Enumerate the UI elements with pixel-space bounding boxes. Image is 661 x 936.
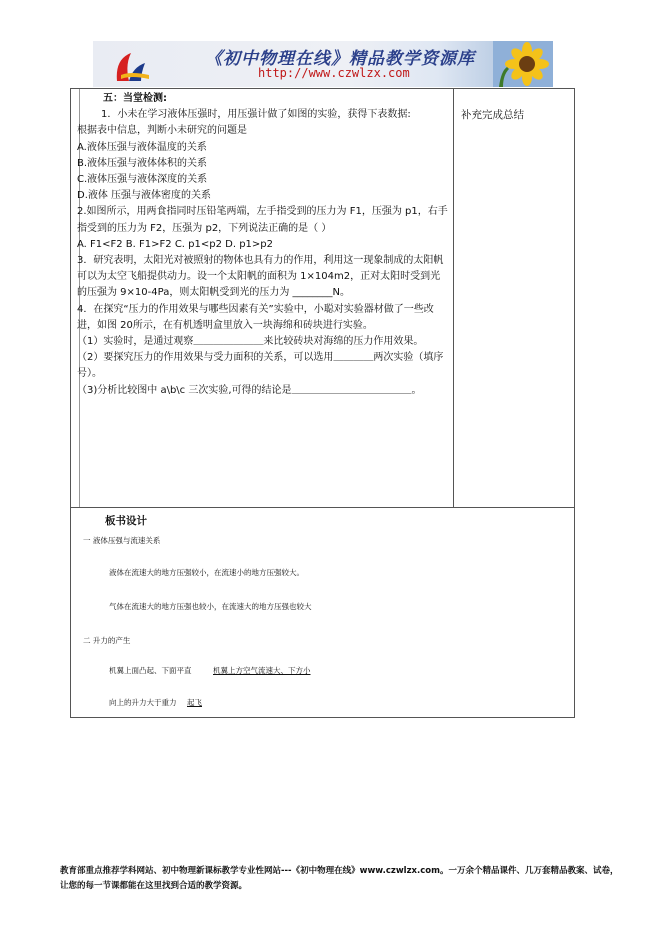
board-item-4: 二 升力的产生 <box>83 636 131 645</box>
question-4: 4．在探究“压力的作用效果与哪些因素有关”实验中，小聪对实验器材做了一些改进，如图 20所示，在有机透明盒里放入一块海绵和砖块进行实验。 <box>77 303 434 331</box>
sunflower-icon <box>493 41 553 87</box>
lesson-table <box>70 88 575 718</box>
question-3: 3．研究表明，太阳光对被照射的物体也具有力的作用，利用这一现象制成的太阳帆可以为太空飞船提供动力。设一个太阳帆的面积为 1×104m2，正对太阳时受到光的压强为 9×10-4Pa，则太阳帆受到光的压力为 ________N。 <box>77 255 444 299</box>
board-item-5: 机翼上面凸起、下面平直 <box>109 666 192 675</box>
page-footer: 教育部重点推荐学科网站、初中物理新课标教学专业性网站---《初中物理在线》www.czwlzx.com。一万余个精品课件、几万套精品教案、试卷，让您的每一节课都能在这里找到合适的教学资源。 <box>60 866 619 891</box>
board-title: 板书设计 <box>105 515 147 527</box>
option-b: B.液体压强与液体体积的关系 <box>77 157 208 169</box>
board-item-2: 液体在流速大的地方压强较小，在流速小的地方压强较大。 <box>109 568 304 577</box>
site-url[interactable]: http://www.czwlzx.com <box>258 66 410 80</box>
board-item-6: 机翼上方空气流速大、下方小 <box>213 666 311 675</box>
site-logo-icon <box>111 45 155 85</box>
section-heading: 五：当堂检测: <box>103 93 167 104</box>
site-title: 《初中物理在线》精品教学资源库 <box>205 49 475 69</box>
option-d: D.液体 压强与液体密度的关系 <box>77 190 212 202</box>
assessment-cell <box>77 91 449 399</box>
board-item-7: 向上的升力大于重力 <box>109 698 177 707</box>
board-item-8: 起飞 <box>187 698 202 707</box>
column-divider <box>453 89 454 507</box>
question-4-part-2: （2）要探究压力的作用效果与受力面积的关系，可以选用＿＿＿＿两次实验（填序号）。 <box>77 352 444 380</box>
option-a: A.液体压强与液体温度的关系 <box>77 141 207 153</box>
side-note: 补充完成总结 <box>461 109 524 121</box>
question-4-part-1: （1）实验时，是通过观察＿＿＿＿＿＿＿来比较砖块对海绵的压力作用效果。 <box>77 336 424 348</box>
board-item-1: 一 液体压强与流速关系 <box>83 536 161 545</box>
board-item-3: 气体在流速大的地方压强也较小，在流速大的地方压强也较大 <box>109 602 312 611</box>
question-1: 1．小未在学习液体压强时，用压强计做了如图的实验，获得下表数据: <box>101 109 411 121</box>
question-2: 2.如图所示，用两食指同时压铅笔两端，左手指受到的压力为 F1，压强为 p1，右手指受到的压力为 F2，压强为 p2，下列说法正确的是（ ） <box>77 206 448 234</box>
header-banner <box>93 41 553 87</box>
question-2-options: A. F1<F2 B. F1>F2 C. p1<p2 D. p1>p2 <box>77 238 273 250</box>
question-4-part-3: （3)分析比较图中 a\b\c 三次实验,可得的结论是＿＿＿＿＿＿＿＿＿＿＿＿。 <box>77 384 422 396</box>
option-c: C.液体压强与液体深度的关系 <box>77 174 208 186</box>
row-divider <box>71 507 574 508</box>
question-1-prompt: 根据表中信息，判断小未研究的问题是 <box>77 125 247 137</box>
